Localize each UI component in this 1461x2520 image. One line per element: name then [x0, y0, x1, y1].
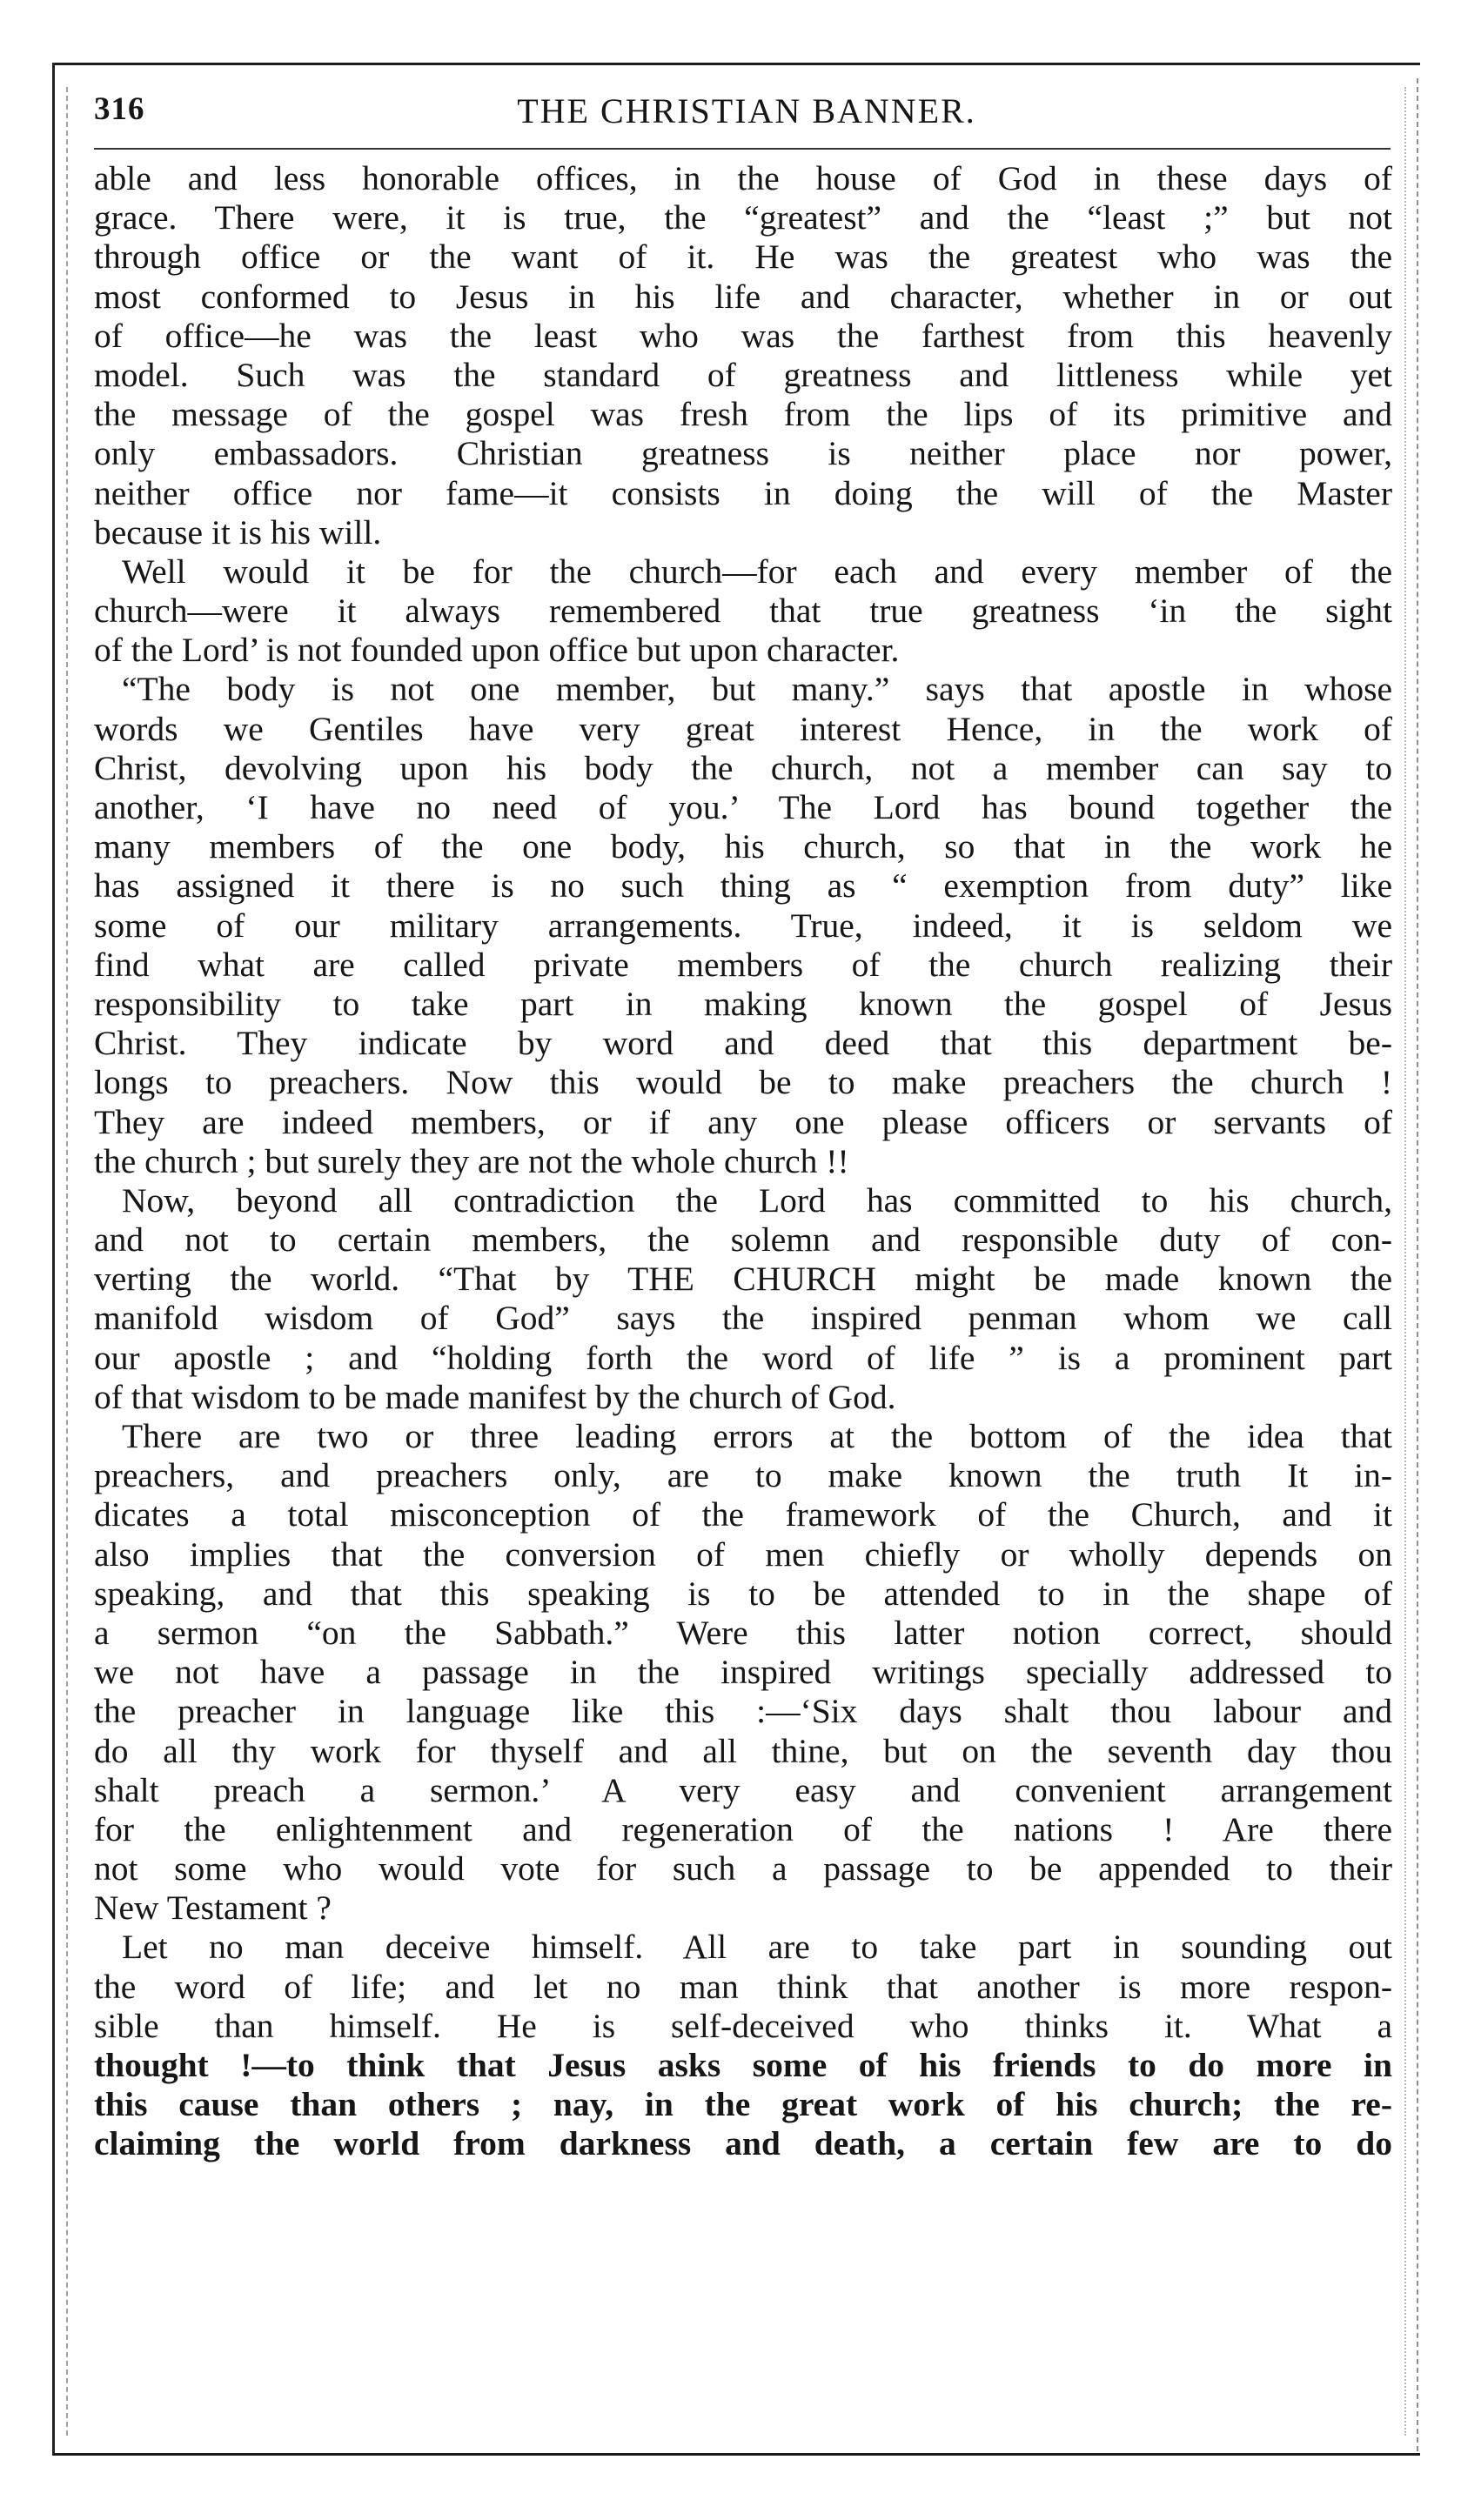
- text-line: “The body is not one member, but many.” says that apostle in whose: [122, 670, 1392, 709]
- text-line: claiming the world from darkness and death, a certain few are to do: [94, 2124, 1392, 2163]
- page-header: [94, 90, 1399, 139]
- text-line: manifold wisdom of God” says the inspired penman whom we call: [94, 1299, 1392, 1338]
- text-line: the word of life; and let no man think that another is more respon-: [94, 1967, 1392, 2006]
- text-line: the preacher in language like this :—‘Six days shalt thou labour and: [94, 1692, 1392, 1731]
- text-line: another, ‘I have no need of you.’ The Lord has bound together the: [94, 788, 1392, 826]
- text-line: preachers, and preachers only, are to make known the truth It in-: [94, 1456, 1392, 1495]
- text-line: longs to preachers. Now this would be to make preachers the church !: [94, 1063, 1392, 1102]
- text-line: shalt preach a sermon.’ A very easy and convenient arrangement: [94, 1770, 1392, 1809]
- left-margin-inner-rule: [66, 87, 68, 2436]
- text-line: the message of the gospel was fresh from the lips of its primitive and: [94, 395, 1392, 434]
- text-line: only embassadors. Christian greatness is neither place nor power,: [94, 434, 1392, 473]
- article-body: [94, 159, 1392, 2164]
- text-line: There are two or three leading errors at the bottom of the idea that: [122, 1417, 1392, 1455]
- text-line: of that wisdom to be made manifest by the church of God.: [94, 1377, 896, 1416]
- text-line: words we Gentiles have very great interest Hence, in the work of: [94, 709, 1392, 748]
- text-line: Well would it be for the church—for each and every member of the: [122, 551, 1392, 591]
- right-margin-rule: [1417, 78, 1418, 2451]
- text-line: sible than himself. He is self-deceived who thinks it. What a: [94, 2006, 1392, 2045]
- left-margin-rule: [52, 63, 55, 2453]
- page-number: 316: [94, 91, 145, 127]
- text-line: speaking, and that this speaking is to be attended to in the shape of: [94, 1574, 1392, 1613]
- text-line: Christ, devolving upon his body the church, not a member can say to: [94, 748, 1392, 787]
- text-line: grace. There were, it is true, the “greatest” and the “least ;” but not: [94, 198, 1392, 237]
- text-line: and not to certain members, the solemn and responsible duty of con-: [94, 1220, 1392, 1260]
- text-line: some of our military arrangements. True, indeed, it is seldom we: [94, 906, 1392, 945]
- text-line: we not have a passage in the inspired writings specially addressed to: [94, 1653, 1392, 1692]
- text-line: also implies that the conversion of men chiefly or wholly depends on: [94, 1534, 1392, 1574]
- text-line: neither office nor fame—it consists in doing the will of the Master: [94, 473, 1392, 512]
- text-line: find what are called private members of the church realizing their: [94, 945, 1392, 984]
- text-line: New Testament ?: [94, 1888, 332, 1928]
- text-line: Let no man deceive himself. All are to take part in sounding out: [122, 1928, 1392, 1967]
- text-line: dicates a total misconception of the framework of the Church, and it: [94, 1495, 1392, 1534]
- text-line: not some who would vote for such a passage to be appended to their: [94, 1849, 1392, 1888]
- text-line: verting the world. “That by THE CHURCH might be made known the: [94, 1260, 1392, 1299]
- running-title: THE CHRISTIAN BANNER.: [517, 91, 976, 130]
- text-line: for the enlightenment and regeneration of the nations ! Are there: [94, 1809, 1392, 1848]
- text-line: because it is his will.: [94, 512, 382, 551]
- right-margin-inner-rule: [1404, 87, 1406, 2436]
- text-line: of office—he was the least who was the farthest from this heavenly: [94, 316, 1392, 355]
- text-line: this cause than others ; nay, in the great work of his church; the re-: [94, 2085, 1392, 2124]
- text-line: of the Lord’ is not founded upon office but upon character.: [94, 631, 900, 670]
- text-line: through office or the want of it. He was the greatest who was the: [94, 237, 1392, 277]
- text-line: do all thy work for thyself and all thine, but on the seventh day thou: [94, 1731, 1392, 1770]
- text-line: a sermon “on the Sabbath.” Were this latter notion correct, should: [94, 1613, 1392, 1652]
- text-line: They are indeed members, or if any one please officers or servants of: [94, 1102, 1392, 1141]
- text-line: the church ; but surely they are not the whole church !!: [94, 1141, 849, 1180]
- text-line: model. Such was the standard of greatness and littleness while yet: [94, 355, 1392, 394]
- text-line: has assigned it there is no such thing as “ exemption from duty” like: [94, 866, 1392, 906]
- text-line: most conformed to Jesus in his life and character, whether in or out: [94, 277, 1392, 316]
- text-line: able and less honorable offices, in the house of God in these days of: [94, 159, 1392, 197]
- text-line: Christ. They indicate by word and deed that this department be-: [94, 1024, 1392, 1063]
- text-line: Now, beyond all contradiction the Lord has committed to his church,: [122, 1180, 1392, 1220]
- text-line: church—were it always remembered that true greatness ‘in the sight: [94, 592, 1392, 631]
- text-line: many members of the one body, his church, so that in the work he: [94, 827, 1392, 866]
- text-line: thought !—to think that Jesus asks some of his friends to do more in: [94, 2046, 1392, 2084]
- header-rule: [94, 148, 1391, 150]
- text-line: our apostle ; and “holding forth the word of life ” is a prominent part: [94, 1338, 1392, 1377]
- text-line: responsibility to take part in making known the gospel of Jesus: [94, 984, 1392, 1023]
